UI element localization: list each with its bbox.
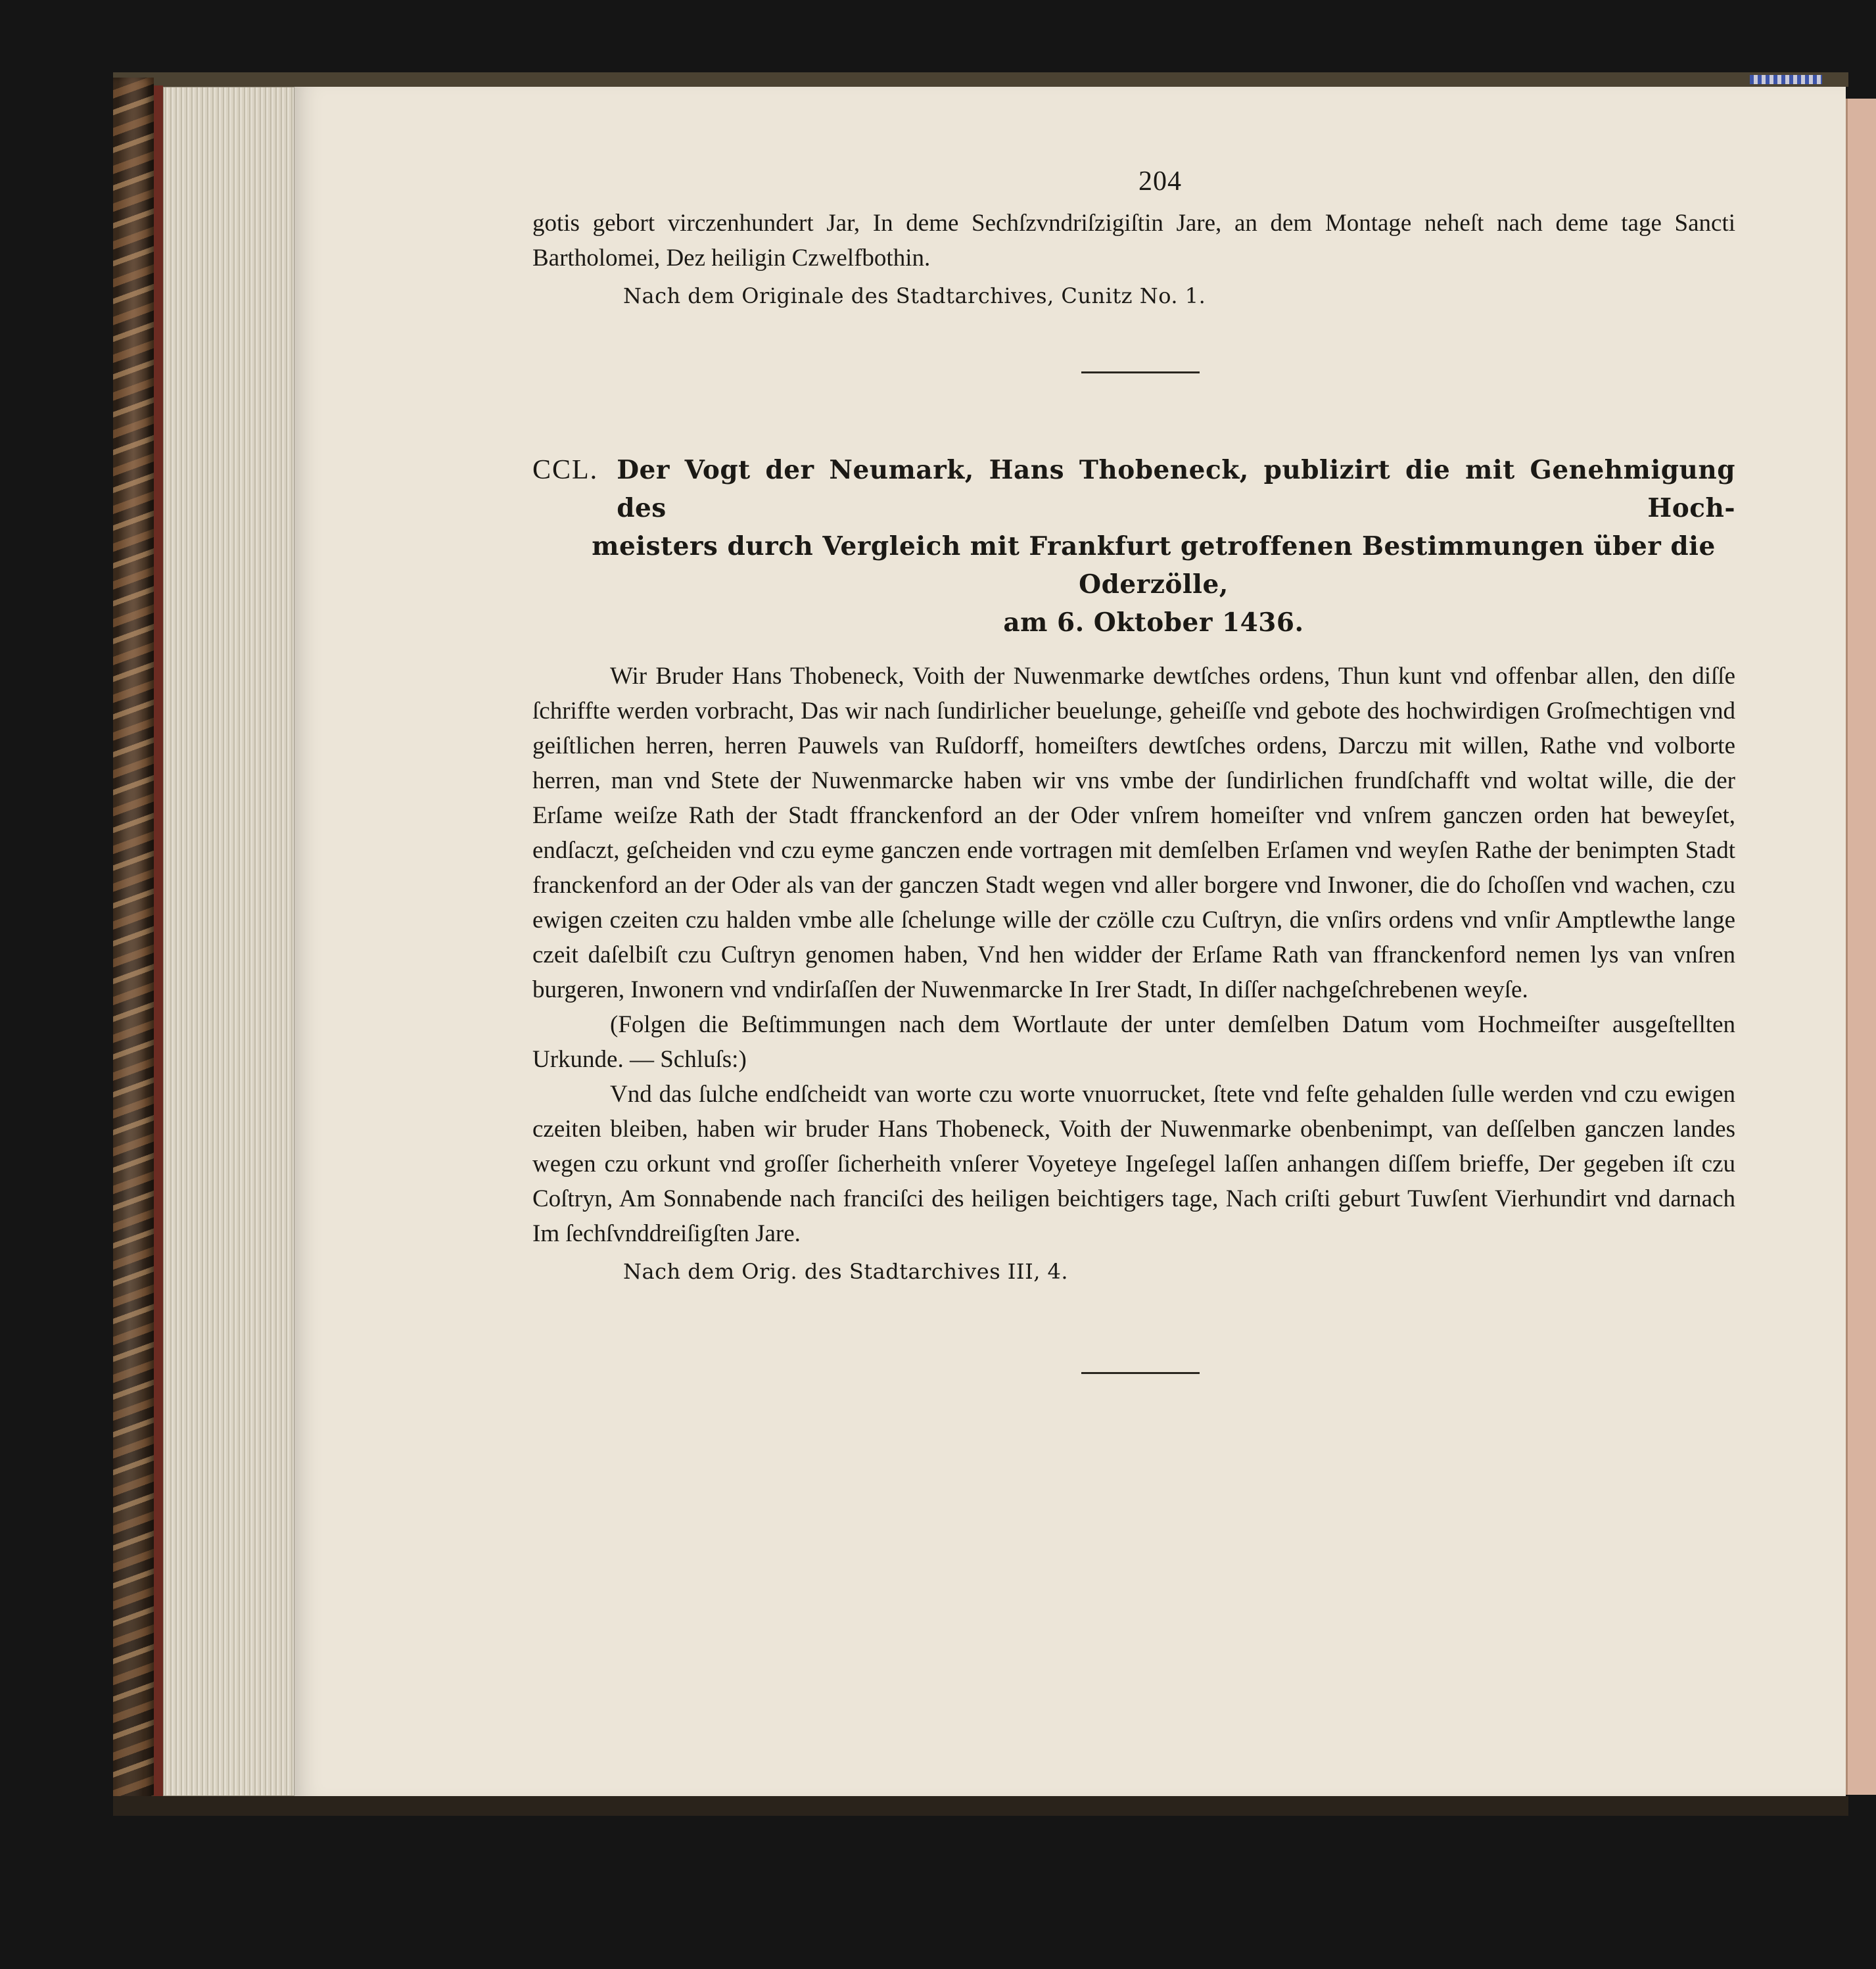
document-heading [532, 451, 1735, 642]
page-edges [163, 87, 294, 1796]
body-paragraph: Vnd das ſulche endſcheidt van worte czu worte vnuorrucket, ſtete vnd feſte gehalden ſulle werden vnd czu ewigen czeiten bleiben, haben wir bruder Hans Thobeneck, Voith der Nuwenmarke obenbenimpt, van deſſelben ganczen landes wegen czu orkunt vnd groſſer ſicherheith vnſerer Voyeteye Ingeſegel laſſen anhangen diſſem brieffe, Der gegeben iſt czu Coſtryn, Am Sonnabende nach franciſci des heiligen beichtigers tage, Nach criſti geburt Tuwſent Vierhundirt vnd darnach Im ſechſvnddreiſigſten Jare. [532, 1081, 1735, 1247]
heading-line-2: meisters durch Vergleich mit Frankfurt getroffenen Bestimmungen über die Oderzölle, [592, 531, 1716, 600]
heading-line-1: Der Vogt der Neumark, Hans Thobeneck, publizirt die mit Genehmigung des Hoch- [617, 455, 1735, 523]
spine-binding [154, 85, 163, 1803]
section-divider [1081, 1372, 1200, 1374]
marbled-board [113, 78, 154, 1803]
body-paragraph: (Folgen die Beſtimmungen nach dem Wortlaute der unter demſelben Datum vom Hochmeiſter ausgeſtellten Urkunde. — Schluſs:) [532, 1011, 1735, 1073]
next-page-edge [1846, 99, 1876, 1795]
document-body [532, 659, 1735, 1251]
book-bottom-edge [113, 1796, 1848, 1816]
document-number: CCL. [532, 455, 599, 485]
preceding-text: gotis gebort virczenhundert Jar, In deme Sechſzvndriſzigiſtin Jare, an dem Montage neheſt nach deme tage Sancti Bartholomei, Dez heiligin Czwelfbothin. [532, 210, 1735, 272]
heading-line-3: am 6. Oktober 1436. [1003, 607, 1304, 638]
section-divider [1081, 371, 1200, 373]
preceding-source: Nach dem Originale des Stadtarchives, Cunitz No. 1. [623, 283, 1206, 308]
document-source: Nach dem Orig. des Stadtarchives III, 4. [623, 1259, 1069, 1284]
page-content [532, 164, 1735, 1374]
page-number: 204 [1138, 166, 1182, 197]
book-top-edge [113, 72, 1848, 87]
body-paragraph: Wir Bruder Hans Thobeneck, Voith der Nuwenmarke dewtſches ordens, Thun kunt vnd offenbar allen, den diſſe ſchriffte werden vorbracht, Das wir nach ſundirlicher beuelunge, geheiſſe vnd gebote des hochwirdigen Groſmechtigen vnd geiſtlichen herren, herren Pauwels van Ruſdorff, homeiſters dewtſches ordens, Darczu mit willen, Rathe vnd volborte herren, man vnd Stete der Nuwenmarcke haben wir vns vmbe der ſundirlichen frundſchafft vnd woltat wille, die der Erſame weiſze Rath der Stadt ffranckenford an der Oder vnſrem homeiſter vnd vnſrem ganczen orden hat beweyſet, endſaczt, geſcheiden vnd czu eyme ganczen ende vortragen mit demſelben Erſamen vnd weyſen Rathe der benimpten Stadt franckenford an der Oder als van der ganczen Stadt wegen vnd aller borgere vnd Inwoner, die do ſchoſſen vnd wachen, czu ewigen czeiten czu halden vmbe alle ſchelunge wille der czölle czu Cuſtryn, die vnſirs ordens vnd vnſir Amptlewthe lange czeit daſelbiſt czu Cuſtryn genomen haben, Vnd hen widder der Erſame Rath van ffranckenford nemen lys van vnſren burgeren, Inwonern vnd vndirſaſſen der Nuwenmarcke In Irer Stadt, In diſſer nachgeſchrebenen weyſe. [532, 663, 1735, 1003]
